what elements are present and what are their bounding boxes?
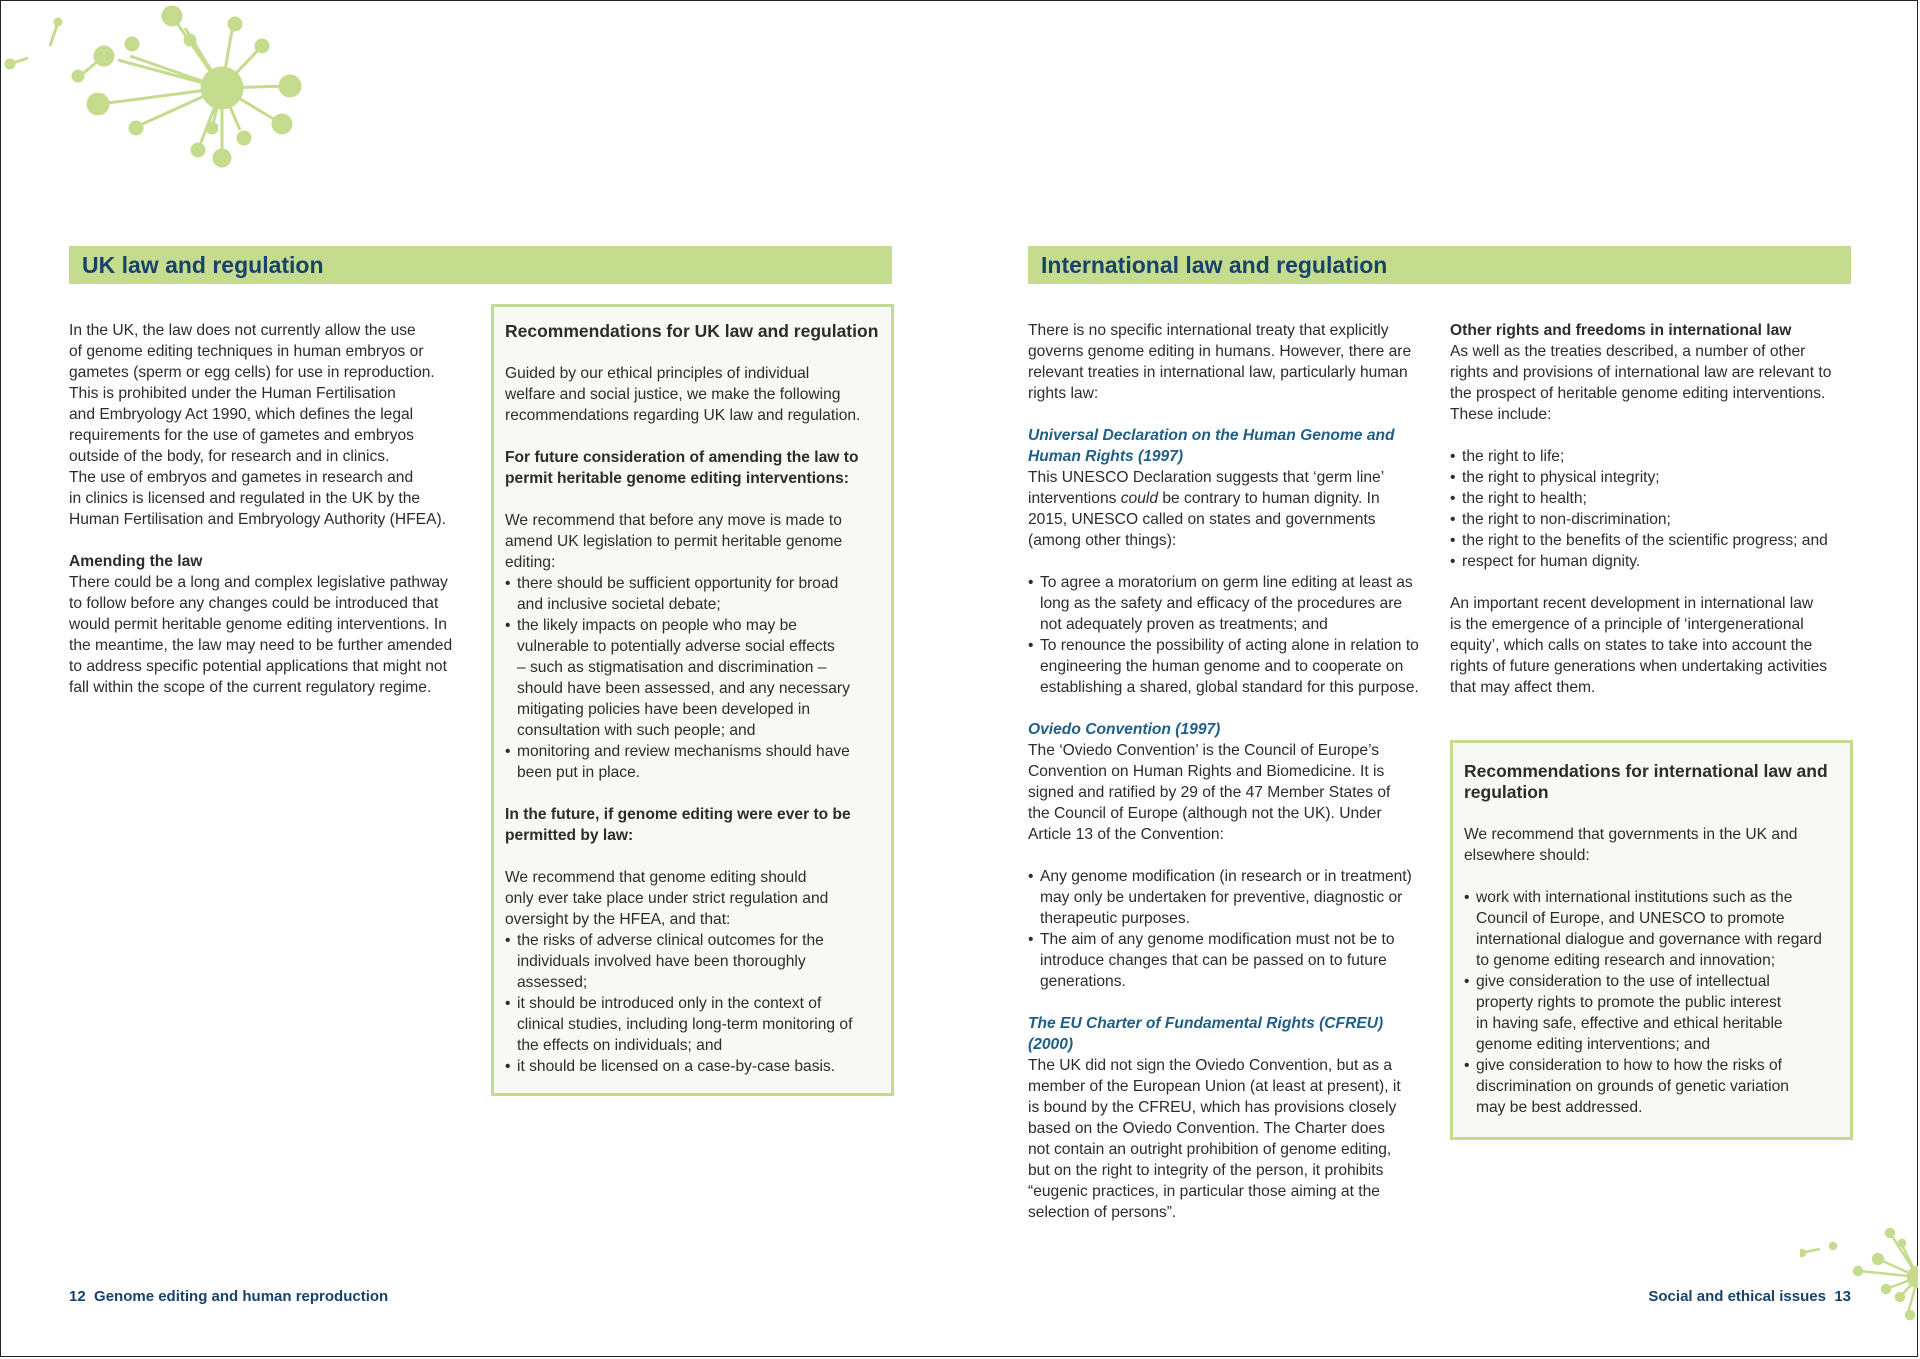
udhg-bullet-list xyxy=(1028,572,1448,698)
uk-rec-subheading: permit heritable genome editing interventions: xyxy=(505,470,849,487)
other-rights-line: rights and provisions of international law are relevant to xyxy=(1450,364,1832,381)
bullet-line: not adequately proven as treatments; and xyxy=(1040,616,1328,633)
bullet-line: long as the safety and efficacy of the procedures are xyxy=(1040,595,1403,612)
uk-law-intro-line: Human Fertilisation and Embryology Authority (HFEA). xyxy=(69,511,446,528)
equity-line: equity’, which calls on states to take into account the xyxy=(1450,637,1813,654)
udhg-line: 2015, UNESCO called on states and governments xyxy=(1028,511,1376,528)
intl-law-heading: International law and regulation xyxy=(1041,252,1388,278)
bullet-line: in having safe, effective and ethical heritable xyxy=(1476,1015,1783,1032)
intl-law-text-column xyxy=(1028,320,1448,1223)
oviedo-line: The ‘Oviedo Convention’ is the Council of Europe’s xyxy=(1028,742,1380,759)
bullet-line: vulnerable to potentially adverse social effects xyxy=(517,638,835,655)
list-item: • the right to non-discrimination; xyxy=(1450,509,1860,530)
equity-line: that may affect them. xyxy=(1450,679,1596,696)
list-item: • the right to the benefits of the scientific progress; and xyxy=(1450,530,1860,551)
bullet-line: therapeutic purposes. xyxy=(1040,910,1190,927)
bullet-line: • the likely impacts on people who may be xyxy=(517,617,797,634)
other-rights-heading: Other rights and freedoms in international law xyxy=(1450,322,1792,339)
uk-rec-bullet-list xyxy=(505,930,885,1077)
bullet-line: • there should be sufficient opportunity for broad xyxy=(517,575,839,592)
oviedo-heading: Oviedo Convention (1997) xyxy=(1028,721,1221,738)
uk-rec-line: We recommend that genome editing should xyxy=(505,869,807,886)
bullet-line: should have been assessed, and any necessary xyxy=(517,680,850,697)
molecule-decoration-top xyxy=(0,0,310,175)
udhg-line: This UNESCO Declaration suggests that ‘germ line’ xyxy=(1028,469,1385,486)
uk-law-intro-line: The use of embryos and gametes in research and xyxy=(69,469,414,486)
bullet-line: property rights to promote the public interest xyxy=(1476,994,1782,1011)
footer-title: Social and ethical issues xyxy=(1648,1288,1826,1305)
bullet-line: establishing a shared, global standard for this purpose. xyxy=(1040,679,1419,696)
intl-rec-intro-line: We recommend that governments in the UK and xyxy=(1464,826,1798,843)
amending-law-line: There could be a long and complex legislative pathway xyxy=(69,574,448,591)
bullet-line: • give consideration to how to how the risks of xyxy=(1476,1057,1782,1074)
uk-law-intro-line: outside of the body, for research and in clinics. xyxy=(69,448,390,465)
uk-law-heading-bar xyxy=(69,246,892,284)
uk-law-heading: UK law and regulation xyxy=(82,252,324,278)
list-item xyxy=(1028,572,1448,635)
uk-rec-line: oversight by the HFEA, and that: xyxy=(505,911,731,928)
bullet-line: • give consideration to the use of intellectual xyxy=(1476,973,1770,990)
cfreu-line: “eugenic practices, in particular those aiming at the xyxy=(1028,1183,1380,1200)
uk-law-intro-line: in clinics is licensed and regulated in the UK by the xyxy=(69,490,421,507)
amending-law-line: would permit heritable genome editing interventions. In xyxy=(69,616,447,633)
other-rights-line: the prospect of heritable genome editing interventions. xyxy=(1450,385,1826,402)
list-item: • the right to physical integrity; xyxy=(1450,467,1860,488)
uk-recommendations-box xyxy=(491,304,894,1096)
cfreu-line: not contain an outright prohibition of genome editing, xyxy=(1028,1141,1392,1158)
bullet-line: been put in place. xyxy=(517,764,641,781)
list-item xyxy=(505,741,885,783)
bullet-line: • To renounce the possibility of acting alone in relation to xyxy=(1040,637,1419,654)
uk-recommendations-title: Recommendations for UK law and regulation xyxy=(505,321,879,341)
bullet-line: discrimination on grounds of genetic variation xyxy=(1476,1078,1789,1095)
bullet-line: introduce changes that can be passed on to future xyxy=(1040,952,1387,969)
udhg-line xyxy=(1028,488,1448,509)
list-item xyxy=(1464,1055,1844,1118)
footer-title: Genome editing and human reproduction xyxy=(94,1288,389,1305)
cfreu-line: selection of persons”. xyxy=(1028,1204,1177,1221)
intl-recommendations-box xyxy=(1450,740,1853,1140)
cfreu-line: member of the European Union (at least at present), it xyxy=(1028,1078,1401,1095)
text-span: be contrary to human dignity. In xyxy=(1158,490,1380,507)
right-footer xyxy=(1648,1288,1851,1305)
text-span: interventions xyxy=(1028,490,1121,507)
oviedo-bullet-list xyxy=(1028,866,1448,992)
other-rights-line: These include: xyxy=(1450,406,1552,423)
bullet-line: assessed; xyxy=(517,974,588,991)
equity-line: rights of future generations when undertaking activities xyxy=(1450,658,1828,675)
uk-law-text-column xyxy=(69,320,489,698)
uk-law-intro-line: In the UK, the law does not currently allow the use xyxy=(69,322,416,339)
uk-law-intro-line: of genome editing techniques in human embryos or xyxy=(69,343,424,360)
intl-intro-line: governs genome editing in humans. However, there are xyxy=(1028,343,1412,360)
udhg-line: (among other things): xyxy=(1028,532,1177,549)
intl-recommendations-title: Recommendations for international law and xyxy=(1464,761,1828,781)
bullet-line: may only be undertaken for preventive, diagnostic or xyxy=(1040,889,1403,906)
list-item xyxy=(505,993,885,1056)
uk-rec-subheading: For future consideration of amending the law to xyxy=(505,449,859,466)
uk-rec-line: amend UK legislation to permit heritable genome xyxy=(505,533,843,550)
page-number: 13 xyxy=(1834,1288,1851,1305)
bullet-line: mitigating policies have been developed in xyxy=(517,701,811,718)
intl-intro-line: rights law: xyxy=(1028,385,1099,402)
bullet-line: individuals involved have been thoroughly xyxy=(517,953,806,970)
rights-bullet-list xyxy=(1450,446,1860,572)
cfreu-line: based on the Oviedo Convention. The Charter does xyxy=(1028,1120,1385,1137)
bullet-line: international dialogue and governance with regard xyxy=(1476,931,1822,948)
list-item: • the right to health; xyxy=(1450,488,1860,509)
bullet-line: generations. xyxy=(1040,973,1126,990)
bullet-line: • The aim of any genome modification must not be to xyxy=(1040,931,1395,948)
list-item xyxy=(1464,887,1844,971)
bullet-line: to genome editing research and innovation; xyxy=(1476,952,1776,969)
uk-law-intro-line: gametes (sperm or egg cells) for use in reproduction. xyxy=(69,364,435,381)
amending-law-line: to follow before any changes could be introduced that xyxy=(69,595,439,612)
uk-rec-line: editing: xyxy=(505,554,556,571)
bullet-line: • it should be introduced only in the context of xyxy=(517,995,822,1012)
left-footer xyxy=(69,1288,388,1305)
molecule-decoration-bottom xyxy=(1800,1225,1918,1335)
amending-law-line: fall within the scope of the current regulatory regime. xyxy=(69,679,432,696)
list-item xyxy=(1028,866,1448,929)
intl-rec-intro-line: elsewhere should: xyxy=(1464,847,1590,864)
intl-intro-line: relevant treaties in international law, particularly human xyxy=(1028,364,1408,381)
cfreu-heading: The EU Charter of Fundamental Rights (CFREU) xyxy=(1028,1015,1384,1032)
page-number: 12 xyxy=(69,1288,86,1305)
uk-rec-intro-line: recommendations regarding UK law and regulation. xyxy=(505,407,861,424)
uk-rec-subheading: permitted by law: xyxy=(505,827,634,844)
cfreu-line: The UK did not sign the Oviedo Convention, but as a xyxy=(1028,1057,1393,1074)
list-item xyxy=(1028,635,1448,698)
oviedo-line: signed and ratified by 29 of the 47 Member States of xyxy=(1028,784,1391,801)
cfreu-heading: (2000) xyxy=(1028,1036,1074,1053)
other-rights-line: As well as the treaties described, a number of other xyxy=(1450,343,1806,360)
udhg-heading: Universal Declaration on the Human Genome and xyxy=(1028,427,1395,444)
udhg-heading: Human Rights (1997) xyxy=(1028,448,1184,465)
list-item xyxy=(505,615,885,741)
uk-rec-line: only ever take place under strict regulation and xyxy=(505,890,829,907)
bullet-line: and inclusive societal debate; xyxy=(517,596,721,613)
uk-rec-intro-line: welfare and social justice, we make the following xyxy=(505,386,841,403)
list-item xyxy=(505,930,885,993)
bullet-line: • the risks of adverse clinical outcomes for the xyxy=(517,932,824,949)
intl-law-heading-bar xyxy=(1028,246,1851,284)
list-item: • respect for human dignity. xyxy=(1450,551,1860,572)
oviedo-line: the Council of Europe (although not the UK). Under xyxy=(1028,805,1382,822)
list-item xyxy=(1028,929,1448,992)
other-rights-column xyxy=(1450,320,1860,698)
bullet-line: may be best addressed. xyxy=(1476,1099,1643,1116)
bullet-line: • To agree a moratorium on germ line editing at least as xyxy=(1040,574,1413,591)
equity-line: An important recent development in international law xyxy=(1450,595,1814,612)
uk-rec-subheading: In the future, if genome editing were ever to be xyxy=(505,806,851,823)
bullet-line: • work with international institutions such as the xyxy=(1476,889,1793,906)
intl-intro-line: There is no specific international treaty that explicitly xyxy=(1028,322,1389,339)
bullet-line: genome editing interventions; and xyxy=(1476,1036,1711,1053)
oviedo-line: Convention on Human Rights and Biomedicine. It is xyxy=(1028,763,1385,780)
uk-law-intro-line: This is prohibited under the Human Fertilisation xyxy=(69,385,396,402)
uk-rec-intro-line: Guided by our ethical principles of individual xyxy=(505,365,810,382)
bullet-line: • monitoring and review mechanisms should have xyxy=(517,743,850,760)
equity-line: is the emergence of a principle of ‘intergenerational xyxy=(1450,616,1804,633)
amending-law-heading: Amending the law xyxy=(69,553,203,570)
bullet-line: – such as stigmatisation and discrimination – xyxy=(517,659,827,676)
bullet-line: • Any genome modification (in research or in treatment) xyxy=(1040,868,1412,885)
emphasis: could xyxy=(1120,490,1159,507)
bullet-line: the effects on individuals; and xyxy=(517,1037,723,1054)
intl-rec-bullet-list xyxy=(1464,887,1844,1118)
uk-law-intro-line: and Embryology Act 1990, which defines the legal xyxy=(69,406,414,423)
list-item xyxy=(505,1056,885,1077)
list-item: • the right to life; xyxy=(1450,446,1860,467)
bullet-line: clinical studies, including long-term monitoring of xyxy=(517,1016,853,1033)
amending-law-line: to address specific potential applications that might not xyxy=(69,658,447,675)
uk-law-intro-line: requirements for the use of gametes and embryos xyxy=(69,427,414,444)
uk-rec-line: We recommend that before any move is made to xyxy=(505,512,842,529)
cfreu-line: is bound by the CFREU, which has provisions closely xyxy=(1028,1099,1397,1116)
bullet-line: Council of Europe, and UNESCO to promote xyxy=(1476,910,1785,927)
list-item xyxy=(1464,971,1844,1055)
list-item xyxy=(505,573,885,615)
bullet-line: • it should be licensed on a case-by-case basis. xyxy=(517,1058,836,1075)
uk-rec-bullet-list xyxy=(505,573,885,783)
cfreu-line: but on the right to integrity of the person, it prohibits xyxy=(1028,1162,1384,1179)
intl-recommendations-title: regulation xyxy=(1464,782,1549,802)
bullet-line: engineering the human genome and to cooperate on xyxy=(1040,658,1404,675)
bullet-line: consultation with such people; and xyxy=(517,722,756,739)
amending-law-line: the meantime, the law may need to be further amended xyxy=(69,637,453,654)
oviedo-line: Article 13 of the Convention: xyxy=(1028,826,1224,843)
